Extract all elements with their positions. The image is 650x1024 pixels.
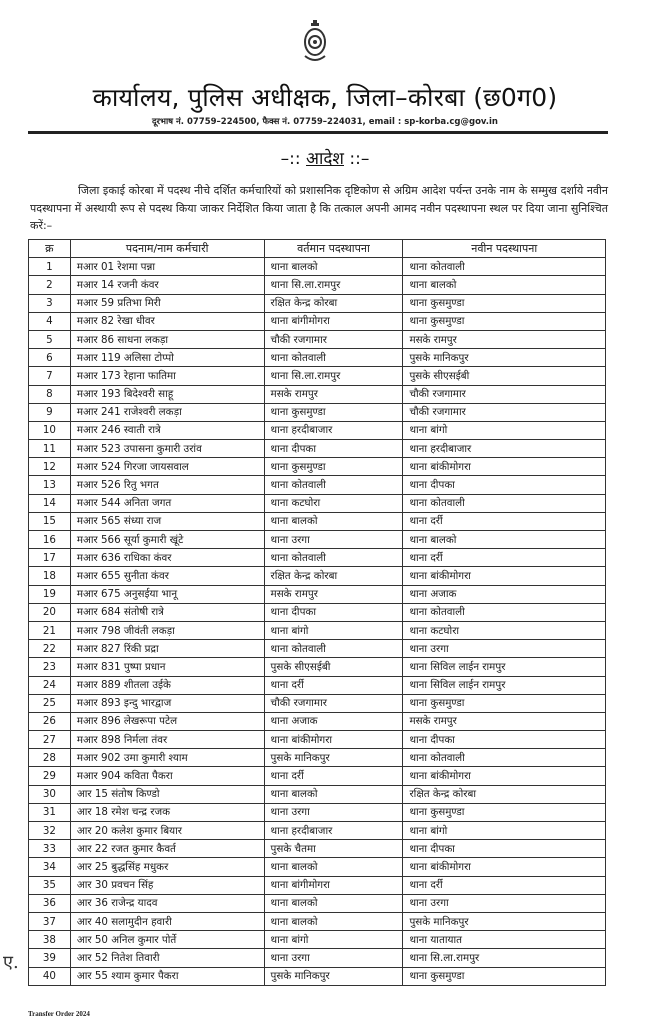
current-posting-cell: थाना बांकीमोगरा — [264, 731, 403, 749]
employee-cell: आर 15 संतोष किण्डो — [70, 785, 264, 803]
employee-cell: मआर 173 रेहाना फातिमा — [70, 367, 264, 385]
header-serial: क्र — [29, 240, 71, 258]
serial-cell: 40 — [29, 967, 71, 985]
new-posting-cell: पुसके मानिकपुर — [403, 912, 606, 930]
order-heading-text: आदेश — [306, 149, 344, 169]
new-posting-cell: थाना बालको — [403, 531, 606, 549]
serial-cell: 28 — [29, 749, 71, 767]
new-posting-cell: थाना अजाक — [403, 585, 606, 603]
serial-cell: 11 — [29, 440, 71, 458]
table-row — [29, 531, 606, 549]
table-row — [29, 712, 606, 730]
employee-cell: मआर 59 प्रतिभा मिरी — [70, 294, 264, 312]
employee-cell: मआर 636 राधिका कंवर — [70, 549, 264, 567]
office-title: कार्यालय, पुलिस अधीक्षक, जिला–कोरबा (छ0ग0) — [92, 83, 558, 112]
new-posting-cell: थाना बांकीमोगरा — [403, 858, 606, 876]
order-heading-prefix: –:: — [280, 149, 307, 169]
current-posting-cell: थाना बालको — [264, 512, 403, 530]
new-posting-cell: थाना सि.ला.रामपुर — [403, 949, 606, 967]
table-row — [29, 367, 606, 385]
current-posting-cell: थाना बांगीमोगरा — [264, 876, 403, 894]
table-row — [29, 658, 606, 676]
police-emblem-icon — [300, 18, 330, 64]
table-row — [29, 640, 606, 658]
employee-cell: मआर 544 अनिता जगत — [70, 494, 264, 512]
employee-cell: आर 22 रजत कुमार कैवर्त — [70, 840, 264, 858]
current-posting-cell: थाना दीपका — [264, 603, 403, 621]
employee-cell: आर 18 रमेश चन्द्र रजक — [70, 803, 264, 821]
table-row — [29, 403, 606, 421]
serial-cell: 12 — [29, 458, 71, 476]
contact-line: दूरभाष नं. 07759–224500, फैक्स नं. 07759–224031, email : sp-korba.cg@gov.in — [152, 117, 498, 127]
new-posting-cell: थाना कोतवाली — [403, 258, 606, 276]
employee-cell: आर 20 कलेश कुमार बियार — [70, 822, 264, 840]
current-posting-cell: थाना सि.ला.रामपुर — [264, 367, 403, 385]
new-posting-cell: थाना कुसमुण्डा — [403, 312, 606, 330]
serial-cell: 30 — [29, 785, 71, 803]
order-paragraph: जिला इकाई कोरबा में पदस्थ नीचे दर्शित कर्मचारियों को प्रशासनिक दृष्टिकोण से अग्रिम आदेश पर्यन्त उनके नाम के सम्मुख दर्शाये नवीन पदस्थापना में अस्थायी रूप से पदस्थ किया जाकर निर्देशित किया जाता है कि तत्काल अपनी आमद नवीन पदस्थापना स्थल पर दिया जाना सुनिश्चित करें:– — [30, 184, 608, 232]
current-posting-cell: थाना बालको — [264, 258, 403, 276]
current-posting-cell: थाना उरगा — [264, 531, 403, 549]
new-posting-cell: चौकी रजगामार — [403, 403, 606, 421]
table-body — [29, 258, 606, 986]
handwritten-mark: ए. — [3, 952, 19, 973]
employee-cell: मआर 241 राजेश्वरी लकड़ा — [70, 403, 264, 421]
new-posting-cell: थाना दर्री — [403, 876, 606, 894]
header-new-posting: नवीन पदस्थापना — [403, 240, 606, 258]
new-posting-cell: थाना बांकीमोगरा — [403, 458, 606, 476]
employee-cell: मआर 82 रेखा धीवर — [70, 312, 264, 330]
serial-cell: 23 — [29, 658, 71, 676]
new-posting-cell: थाना उरगा — [403, 894, 606, 912]
table-row — [29, 512, 606, 530]
new-posting-cell: थाना कुसमुण्डा — [403, 294, 606, 312]
serial-cell: 13 — [29, 476, 71, 494]
new-posting-cell: थाना दर्री — [403, 512, 606, 530]
order-heading-suffix: ::– — [343, 149, 370, 169]
current-posting-cell: थाना दीपका — [264, 440, 403, 458]
current-posting-cell: थाना कुसमुण्डा — [264, 458, 403, 476]
employee-cell: मआर 831 पुष्पा प्रधान — [70, 658, 264, 676]
serial-cell: 17 — [29, 549, 71, 567]
employee-cell: मआर 896 लेखरूपा पटेल — [70, 712, 264, 730]
serial-cell: 24 — [29, 676, 71, 694]
employee-cell: आर 36 राजेन्द्र यादव — [70, 894, 264, 912]
new-posting-cell: थाना बांकीमोगरा — [403, 767, 606, 785]
current-posting-cell: थाना उरगा — [264, 803, 403, 821]
serial-cell: 32 — [29, 822, 71, 840]
serial-cell: 6 — [29, 349, 71, 367]
serial-cell: 34 — [29, 858, 71, 876]
new-posting-cell: थाना बांगो — [403, 822, 606, 840]
table-row — [29, 949, 606, 967]
current-posting-cell: थाना कुसमुण्डा — [264, 403, 403, 421]
serial-cell: 10 — [29, 421, 71, 439]
table-row — [29, 876, 606, 894]
table-row — [29, 476, 606, 494]
new-posting-cell: थाना यातायात — [403, 931, 606, 949]
serial-cell: 39 — [29, 949, 71, 967]
serial-cell: 3 — [29, 294, 71, 312]
table-row — [29, 312, 606, 330]
table-row — [29, 585, 606, 603]
serial-cell: 18 — [29, 567, 71, 585]
employee-cell: मआर 827 रिंकी प्रद्रा — [70, 640, 264, 658]
serial-cell: 35 — [29, 876, 71, 894]
current-posting-cell: मसके रामपुर — [264, 585, 403, 603]
serial-cell: 20 — [29, 603, 71, 621]
table-row — [29, 785, 606, 803]
current-posting-cell: थाना हरदीबाजार — [264, 421, 403, 439]
employee-cell: आर 55 श्याम कुमार पैकरा — [70, 967, 264, 985]
current-posting-cell: थाना बांगीमोगरा — [264, 312, 403, 330]
employee-cell: मआर 119 अलिसा टोप्पो — [70, 349, 264, 367]
current-posting-cell: थाना कोतवाली — [264, 640, 403, 658]
new-posting-cell: थाना कुसमुण्डा — [403, 694, 606, 712]
current-posting-cell: थाना बालको — [264, 894, 403, 912]
employee-cell: मआर 01 रेशमा पन्ना — [70, 258, 264, 276]
table-row — [29, 349, 606, 367]
serial-cell: 36 — [29, 894, 71, 912]
new-posting-cell: मसके रामपुर — [403, 330, 606, 348]
table-row — [29, 731, 606, 749]
current-posting-cell: रक्षित केन्द्र कोरबा — [264, 294, 403, 312]
current-posting-cell: थाना सि.ला.रामपुर — [264, 276, 403, 294]
serial-cell: 25 — [29, 694, 71, 712]
serial-cell: 14 — [29, 494, 71, 512]
header-current-posting: वर्तमान पदस्थापना — [264, 240, 403, 258]
table-row — [29, 458, 606, 476]
serial-cell: 29 — [29, 767, 71, 785]
current-posting-cell: पुसके मानिकपुर — [264, 749, 403, 767]
employee-cell: मआर 193 बिदेश्वरी साहू — [70, 385, 264, 403]
table-row — [29, 603, 606, 621]
table-header-row — [29, 240, 606, 258]
new-posting-cell: पुसके सीएसईबी — [403, 367, 606, 385]
footer-note: Transfer Order 2024 — [28, 1010, 90, 1018]
table-row — [29, 494, 606, 512]
new-posting-cell: थाना दीपका — [403, 731, 606, 749]
employee-cell: मआर 526 रितु भगत — [70, 476, 264, 494]
table-row — [29, 276, 606, 294]
serial-cell: 5 — [29, 330, 71, 348]
employee-cell: आर 52 नितेश तिवारी — [70, 949, 264, 967]
employee-cell: आर 25 बुद्धसिंह मधुकर — [70, 858, 264, 876]
current-posting-cell: थाना दर्री — [264, 767, 403, 785]
header-employee: पदनाम/नाम कर्मचारी — [70, 240, 264, 258]
employee-cell: मआर 904 कविता पैकरा — [70, 767, 264, 785]
table-row — [29, 330, 606, 348]
employee-cell: मआर 86 साधना लकड़ा — [70, 330, 264, 348]
transfer-table — [28, 239, 606, 986]
current-posting-cell: थाना बांगो — [264, 621, 403, 639]
new-posting-cell: थाना कटघोरा — [403, 621, 606, 639]
new-posting-cell: थाना सिविल लाईन रामपुर — [403, 658, 606, 676]
table-row — [29, 967, 606, 985]
new-posting-cell: मसके रामपुर — [403, 712, 606, 730]
employee-cell: आर 40 सलामुदीन हवारी — [70, 912, 264, 930]
new-posting-cell: रक्षित केन्द्र कोरबा — [403, 785, 606, 803]
current-posting-cell: थाना कटघोरा — [264, 494, 403, 512]
employee-cell: मआर 675 अनुसईया भानू — [70, 585, 264, 603]
serial-cell: 26 — [29, 712, 71, 730]
table-row — [29, 294, 606, 312]
current-posting-cell: थाना कोतवाली — [264, 476, 403, 494]
serial-cell: 16 — [29, 531, 71, 549]
serial-cell: 4 — [29, 312, 71, 330]
table-row — [29, 549, 606, 567]
new-posting-cell: थाना दर्री — [403, 549, 606, 567]
table-row — [29, 803, 606, 821]
current-posting-cell: थाना बांगो — [264, 931, 403, 949]
employee-cell: मआर 684 संतोषी रात्रे — [70, 603, 264, 621]
table-row — [29, 749, 606, 767]
employee-cell: मआर 246 स्वाती रात्रे — [70, 421, 264, 439]
current-posting-cell: पुसके सीएसईबी — [264, 658, 403, 676]
current-posting-cell: रक्षित केन्द्र कोरबा — [264, 567, 403, 585]
table-row — [29, 621, 606, 639]
serial-cell: 37 — [29, 912, 71, 930]
table-row — [29, 931, 606, 949]
current-posting-cell: पुसके मानिकपुर — [264, 967, 403, 985]
table-row — [29, 440, 606, 458]
employee-cell: आर 30 प्रवचन सिंह — [70, 876, 264, 894]
employee-cell: मआर 898 निर्मला तंवर — [70, 731, 264, 749]
employee-cell: मआर 902 उमा कुमारी श्याम — [70, 749, 264, 767]
employee-cell: मआर 14 रजनी कंवर — [70, 276, 264, 294]
table-row — [29, 421, 606, 439]
new-posting-cell: थाना दीपका — [403, 840, 606, 858]
employee-cell: मआर 889 शीतला उईके — [70, 676, 264, 694]
new-posting-cell: थाना बालको — [403, 276, 606, 294]
current-posting-cell: थाना बालको — [264, 912, 403, 930]
employee-cell: मआर 523 उपासना कुमारी उरांव — [70, 440, 264, 458]
serial-cell: 9 — [29, 403, 71, 421]
current-posting-cell: थाना कोतवाली — [264, 549, 403, 567]
employee-cell: मआर 565 संध्या राज — [70, 512, 264, 530]
table-row — [29, 258, 606, 276]
table-row — [29, 385, 606, 403]
current-posting-cell: थाना हरदीबाजार — [264, 822, 403, 840]
serial-cell: 7 — [29, 367, 71, 385]
current-posting-cell: थाना कोतवाली — [264, 349, 403, 367]
new-posting-cell: थाना कोतवाली — [403, 494, 606, 512]
current-posting-cell: थाना अजाक — [264, 712, 403, 730]
employee-cell: मआर 655 सुनीता कंवर — [70, 567, 264, 585]
table-row — [29, 822, 606, 840]
current-posting-cell: पुसके चैतमा — [264, 840, 403, 858]
new-posting-cell: थाना उरगा — [403, 640, 606, 658]
new-posting-cell: थाना कुसमुण्डा — [403, 803, 606, 821]
new-posting-cell: थाना बांकीमोगरा — [403, 567, 606, 585]
table-row — [29, 912, 606, 930]
current-posting-cell: थाना दर्री — [264, 676, 403, 694]
new-posting-cell: थाना कोतवाली — [403, 603, 606, 621]
new-posting-cell: थाना बांगो — [403, 421, 606, 439]
current-posting-cell: मसके रामपुर — [264, 385, 403, 403]
new-posting-cell: थाना दीपका — [403, 476, 606, 494]
employee-cell: मआर 893 इन्दु भारद्वाज — [70, 694, 264, 712]
serial-cell: 33 — [29, 840, 71, 858]
employee-cell: मआर 798 जीवंती लकड़ा — [70, 621, 264, 639]
new-posting-cell: थाना सिविल लाईन रामपुर — [403, 676, 606, 694]
current-posting-cell: चौकी रजगामार — [264, 694, 403, 712]
new-posting-cell: थाना कुसमुण्डा — [403, 967, 606, 985]
serial-cell: 1 — [29, 258, 71, 276]
table-row — [29, 858, 606, 876]
serial-cell: 2 — [29, 276, 71, 294]
order-heading — [0, 146, 650, 169]
serial-cell: 31 — [29, 803, 71, 821]
serial-cell: 19 — [29, 585, 71, 603]
table-row — [29, 894, 606, 912]
new-posting-cell: पुसके मानिकपुर — [403, 349, 606, 367]
table-row — [29, 767, 606, 785]
employee-cell: मआर 524 गिरजा जायसवाल — [70, 458, 264, 476]
serial-cell: 21 — [29, 621, 71, 639]
serial-cell: 27 — [29, 731, 71, 749]
serial-cell: 38 — [29, 931, 71, 949]
employee-cell: आर 50 अनिल कुमार पोर्ते — [70, 931, 264, 949]
table-row — [29, 840, 606, 858]
current-posting-cell: चौकी रजगामार — [264, 330, 403, 348]
current-posting-cell: थाना बालको — [264, 858, 403, 876]
serial-cell: 15 — [29, 512, 71, 530]
current-posting-cell: थाना उरगा — [264, 949, 403, 967]
header-divider — [28, 131, 608, 134]
new-posting-cell: चौकी रजगामार — [403, 385, 606, 403]
new-posting-cell: थाना कोतवाली — [403, 749, 606, 767]
current-posting-cell: थाना बालको — [264, 785, 403, 803]
new-posting-cell: थाना हरदीबाजार — [403, 440, 606, 458]
serial-cell: 8 — [29, 385, 71, 403]
table-row — [29, 676, 606, 694]
table-row — [29, 567, 606, 585]
employee-cell: मआर 566 सूर्या कुमारी खूंटे — [70, 531, 264, 549]
table-row — [29, 694, 606, 712]
serial-cell: 22 — [29, 640, 71, 658]
